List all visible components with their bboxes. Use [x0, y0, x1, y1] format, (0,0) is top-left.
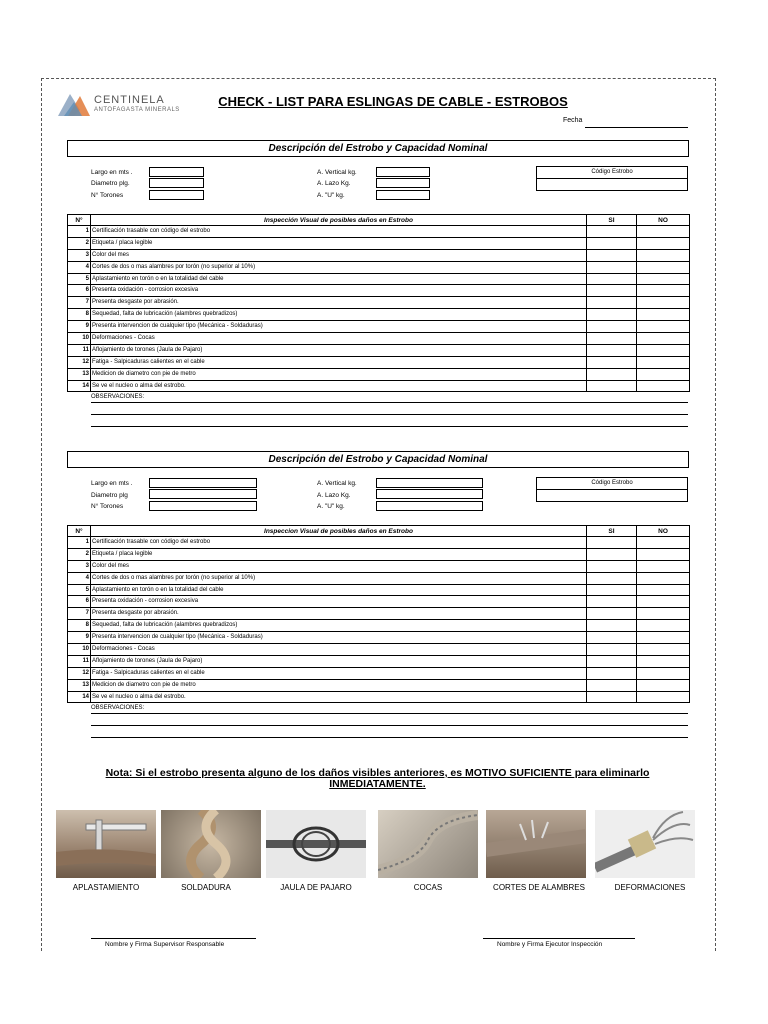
centinela-logo-icon [56, 86, 92, 122]
si-cell[interactable] [587, 356, 637, 368]
document-title: CHECK - LIST PARA ESLINGAS DE CABLE - ESTROBOS [218, 94, 568, 109]
row-description: Aplastamiento en torón o en la totalidad del cable [91, 273, 587, 285]
caption-soldadura: SOLDADURA [181, 883, 231, 892]
checklist-row [68, 548, 690, 560]
no-cell[interactable] [637, 249, 690, 261]
codigo-estrobo-box[interactable] [536, 166, 688, 191]
company-logo [56, 86, 206, 122]
checklist-row [68, 655, 690, 667]
observaciones-line[interactable] [91, 737, 688, 738]
row-number: 3 [68, 249, 91, 261]
row-number: 13 [68, 368, 91, 380]
checklist-row [68, 309, 690, 321]
row-description: Fatiga - Salpicaduras calientes en el cable [91, 667, 587, 679]
aplastamiento-photo [56, 810, 156, 878]
checklist-row [68, 249, 690, 261]
row-number: 1 [68, 537, 91, 549]
u-label: A. "U" kg. [317, 503, 345, 510]
cortes-photo [486, 810, 586, 878]
lazo-label: A. Lazo Kg. [317, 180, 351, 187]
row-number: 12 [68, 356, 91, 368]
si-cell[interactable] [587, 560, 637, 572]
torones-field[interactable] [149, 501, 257, 511]
row-number: 6 [68, 596, 91, 608]
checklist-row [68, 620, 690, 632]
u-field[interactable] [376, 501, 483, 511]
caption-aplastamiento: APLASTAMIENTO [72, 883, 140, 892]
col-n-header: N° [68, 215, 91, 226]
row-description: Etiqueta / placa legible [91, 548, 587, 560]
checklist-row [68, 584, 690, 596]
row-description: Presenta intervencion de cualquier tipo (Mecánica - Soldaduras) [91, 632, 587, 644]
caliper-icon [56, 810, 156, 878]
si-cell[interactable] [587, 655, 637, 667]
no-cell[interactable] [637, 667, 690, 679]
section-2-title: Descripción del Estrobo y Capacidad Nominal [67, 451, 689, 468]
no-cell[interactable] [637, 333, 690, 345]
si-cell[interactable] [587, 608, 637, 620]
checklist-row [68, 572, 690, 584]
no-cell[interactable] [637, 620, 690, 632]
row-number: 7 [68, 297, 91, 309]
caption-cocas: COCAS [413, 883, 443, 892]
si-cell[interactable] [587, 297, 637, 309]
no-cell[interactable] [637, 537, 690, 549]
no-cell[interactable] [637, 368, 690, 380]
no-cell[interactable] [637, 596, 690, 608]
row-number: 10 [68, 644, 91, 656]
torones-label: N° Torones [91, 192, 124, 199]
checklist-row [68, 644, 690, 656]
si-cell[interactable] [587, 596, 637, 608]
birdcage-cable-icon [266, 810, 366, 878]
row-number: 14 [68, 691, 91, 703]
no-cell[interactable] [637, 237, 690, 249]
si-cell[interactable] [587, 309, 637, 321]
no-cell[interactable] [637, 679, 690, 691]
row-number: 11 [68, 344, 91, 356]
si-cell[interactable] [587, 572, 637, 584]
col-no-header: NO [637, 526, 690, 537]
row-description: Se ve el nucleo o alma del estrobo. [91, 380, 587, 392]
si-cell[interactable] [587, 667, 637, 679]
codigo-label: Código Estrobo [537, 478, 687, 490]
row-description: Color del mes [91, 560, 587, 572]
u-label: A. "U" kg. [317, 192, 345, 199]
row-number: 13 [68, 679, 91, 691]
row-number: 2 [68, 237, 91, 249]
diametro-field[interactable] [149, 178, 204, 188]
row-number: 14 [68, 380, 91, 392]
codigo-field[interactable] [537, 179, 687, 190]
codigo-field[interactable] [537, 490, 687, 501]
si-cell[interactable] [587, 237, 637, 249]
codigo-estrobo-box[interactable] [536, 477, 688, 502]
row-description: Cortes de dos o mas alambres por torón (no superior al 10%) [91, 572, 587, 584]
row-number: 2 [68, 548, 91, 560]
no-cell[interactable] [637, 226, 690, 238]
checklist-row [68, 226, 690, 238]
largo-label: Largo en mts . [91, 169, 133, 176]
row-number: 9 [68, 632, 91, 644]
si-cell[interactable] [587, 548, 637, 560]
row-number: 9 [68, 321, 91, 333]
si-cell[interactable] [587, 273, 637, 285]
checklist-table-1 [67, 214, 690, 392]
si-cell[interactable] [587, 344, 637, 356]
si-cell[interactable] [587, 691, 637, 703]
row-number: 4 [68, 572, 91, 584]
lazo-field[interactable] [376, 178, 430, 188]
checklist-row [68, 321, 690, 333]
no-cell[interactable] [637, 632, 690, 644]
no-cell[interactable] [637, 297, 690, 309]
col-si-header: SI [587, 526, 637, 537]
si-cell[interactable] [587, 584, 637, 596]
row-description: Color del mes [91, 249, 587, 261]
row-description: Presenta desgaste por abrasión. [91, 297, 587, 309]
row-description: Etiqueta / placa legible [91, 237, 587, 249]
supervisor-signature-label: Nombre y Firma Supervisor Responsable [105, 941, 225, 948]
no-cell[interactable] [637, 548, 690, 560]
si-cell[interactable] [587, 368, 637, 380]
caption-jaula: JAULA DE PAJARO [280, 883, 352, 892]
cut-wires-icon [486, 810, 586, 878]
checklist-row [68, 632, 690, 644]
row-number: 4 [68, 261, 91, 273]
torones-field[interactable] [149, 190, 204, 200]
row-description: Sequedad, falta de lubricación (alambres quebradizos) [91, 309, 587, 321]
row-description: Medicion de diametro con pie de metro [91, 679, 587, 691]
logo-name: CENTINELA [94, 94, 165, 106]
no-cell[interactable] [637, 380, 690, 392]
row-description: Presenta oxidación - corrosion excesiva [91, 285, 587, 297]
deformaciones-photo [595, 810, 695, 878]
si-cell[interactable] [587, 321, 637, 333]
kinked-cable-icon [378, 810, 478, 878]
checklist-row [68, 285, 690, 297]
row-description: Sequedad, falta de lubricación (alambres quebradizos) [91, 620, 587, 632]
largo-field[interactable] [149, 167, 204, 177]
no-cell[interactable] [637, 655, 690, 667]
si-cell[interactable] [587, 226, 637, 238]
no-cell[interactable] [637, 560, 690, 572]
row-number: 1 [68, 226, 91, 238]
row-number: 7 [68, 608, 91, 620]
ejecutor-signature-label: Nombre y Firma Ejecutor Inspección [497, 941, 603, 948]
observaciones-label-1: OBSERVACIONES: [91, 394, 145, 400]
vertical-label: A. Vertical kg. [317, 480, 357, 487]
row-description: Deformaciones - Cocas [91, 333, 587, 345]
diametro-field[interactable] [149, 489, 257, 499]
lazo-field[interactable] [376, 489, 483, 499]
row-description: Certificación trasable con código del estrobo [91, 226, 587, 238]
checklist-row [68, 297, 690, 309]
checklist-table-2 [67, 525, 690, 703]
fecha-field[interactable] [585, 127, 688, 128]
observaciones-line[interactable] [91, 725, 688, 726]
row-description: Fatiga - Salpicaduras calientes en el cable [91, 356, 587, 368]
col-no-header: NO [637, 215, 690, 226]
si-cell[interactable] [587, 620, 637, 632]
no-cell[interactable] [637, 584, 690, 596]
largo-field[interactable] [149, 478, 257, 488]
checklist-row [68, 679, 690, 691]
row-number: 8 [68, 309, 91, 321]
observaciones-label-2: OBSERVACIONES: [91, 705, 145, 711]
row-description: Certificación trasable con código del estrobo [91, 537, 587, 549]
checklist-row [68, 333, 690, 345]
logo-subtitle: ANTOFAGASTA MINERALS [94, 107, 180, 113]
no-cell[interactable] [637, 285, 690, 297]
checklist-row [68, 344, 690, 356]
observaciones-line[interactable] [91, 414, 688, 415]
nota-warning: Nota: Si el estrobo presenta alguno de los daños visibles anteriores, es MOTIVO SUFICIENTE para eliminarlo INMEDIATAMENTE. [105, 767, 650, 790]
checklist-row [68, 356, 690, 368]
diametro-label: Diametro plg. [91, 180, 130, 187]
checklist-row [68, 667, 690, 679]
checklist-row [68, 273, 690, 285]
supervisor-signature-line[interactable] [91, 938, 256, 939]
observaciones-line[interactable] [91, 713, 688, 714]
no-cell[interactable] [637, 321, 690, 333]
row-description: Presenta desgaste por abrasión. [91, 608, 587, 620]
no-cell[interactable] [637, 261, 690, 273]
u-field[interactable] [376, 190, 430, 200]
si-cell[interactable] [587, 632, 637, 644]
si-cell[interactable] [587, 249, 637, 261]
row-number: 10 [68, 333, 91, 345]
si-cell[interactable] [587, 644, 637, 656]
row-number: 5 [68, 584, 91, 596]
checklist-row [68, 261, 690, 273]
no-cell[interactable] [637, 344, 690, 356]
no-cell[interactable] [637, 644, 690, 656]
checklist-row [68, 608, 690, 620]
row-description: Presenta intervencion de cualquier tipo (Mecánica - Soldaduras) [91, 321, 587, 333]
checklist-row [68, 691, 690, 703]
col-n-header: N° [68, 526, 91, 537]
caption-deformaciones: DEFORMACIONES [614, 883, 686, 892]
checklist-row [68, 596, 690, 608]
si-cell[interactable] [587, 537, 637, 549]
checklist-row [68, 380, 690, 392]
row-number: 3 [68, 560, 91, 572]
vertical-label: A. Vertical kg. [317, 169, 357, 176]
si-cell[interactable] [587, 333, 637, 345]
col-si-header: SI [587, 215, 637, 226]
observaciones-line[interactable] [91, 402, 688, 403]
vertical-field[interactable] [376, 167, 430, 177]
no-cell[interactable] [637, 572, 690, 584]
row-description: Aflojamiento de torones (Jaula de Pajaro) [91, 655, 587, 667]
no-cell[interactable] [637, 356, 690, 368]
caption-cortes: CORTES DE ALAMBRES [493, 883, 585, 892]
diametro-label: Diametro plg [91, 492, 128, 499]
row-description: Medicion de diametro con pie de metro [91, 368, 587, 380]
no-cell[interactable] [637, 273, 690, 285]
row-description: Aplastamiento en torón o en la totalidad del cable [91, 584, 587, 596]
torones-label: N° Torones [91, 503, 124, 510]
cocas-photo [378, 810, 478, 878]
no-cell[interactable] [637, 691, 690, 703]
si-cell[interactable] [587, 679, 637, 691]
ejecutor-signature-line[interactable] [483, 938, 635, 939]
si-cell[interactable] [587, 261, 637, 273]
row-number: 11 [68, 655, 91, 667]
section-1-title: Descripción del Estrobo y Capacidad Nominal [67, 140, 689, 157]
no-cell[interactable] [637, 608, 690, 620]
row-description: Se ve el nucleo o alma del estrobo. [91, 691, 587, 703]
vertical-field[interactable] [376, 478, 483, 488]
row-description: Cortes de dos o mas alambres por torón (no superior al 10%) [91, 261, 587, 273]
row-description: Aflojamiento de torones (Jaula de Pajaro) [91, 344, 587, 356]
checklist-row [68, 368, 690, 380]
observaciones-line[interactable] [91, 426, 688, 427]
row-number: 5 [68, 273, 91, 285]
checklist-row [68, 237, 690, 249]
col-desc-header: Inspección Visual de posibles daños en Estrobo [91, 215, 587, 226]
row-number: 8 [68, 620, 91, 632]
soldadura-photo [161, 810, 261, 878]
row-number: 6 [68, 285, 91, 297]
row-description: Deformaciones - Cocas [91, 644, 587, 656]
lazo-label: A. Lazo Kg. [317, 492, 351, 499]
largo-label: Largo en mts . [91, 480, 133, 487]
row-number: 12 [68, 667, 91, 679]
col-desc-header: Inspeccion Visual de posibles daños en Estrobo [91, 526, 587, 537]
fecha-label: Fecha [563, 117, 583, 124]
si-cell[interactable] [587, 380, 637, 392]
no-cell[interactable] [637, 309, 690, 321]
row-description: Presenta oxidación - corrosion excesiva [91, 596, 587, 608]
braided-rope-icon [161, 810, 261, 878]
jaula-de-pajaro-photo [266, 810, 366, 878]
deformed-wire-icon [595, 810, 695, 878]
si-cell[interactable] [587, 285, 637, 297]
checklist-row [68, 537, 690, 549]
codigo-label: Código Estrobo [537, 167, 687, 179]
checklist-row [68, 560, 690, 572]
